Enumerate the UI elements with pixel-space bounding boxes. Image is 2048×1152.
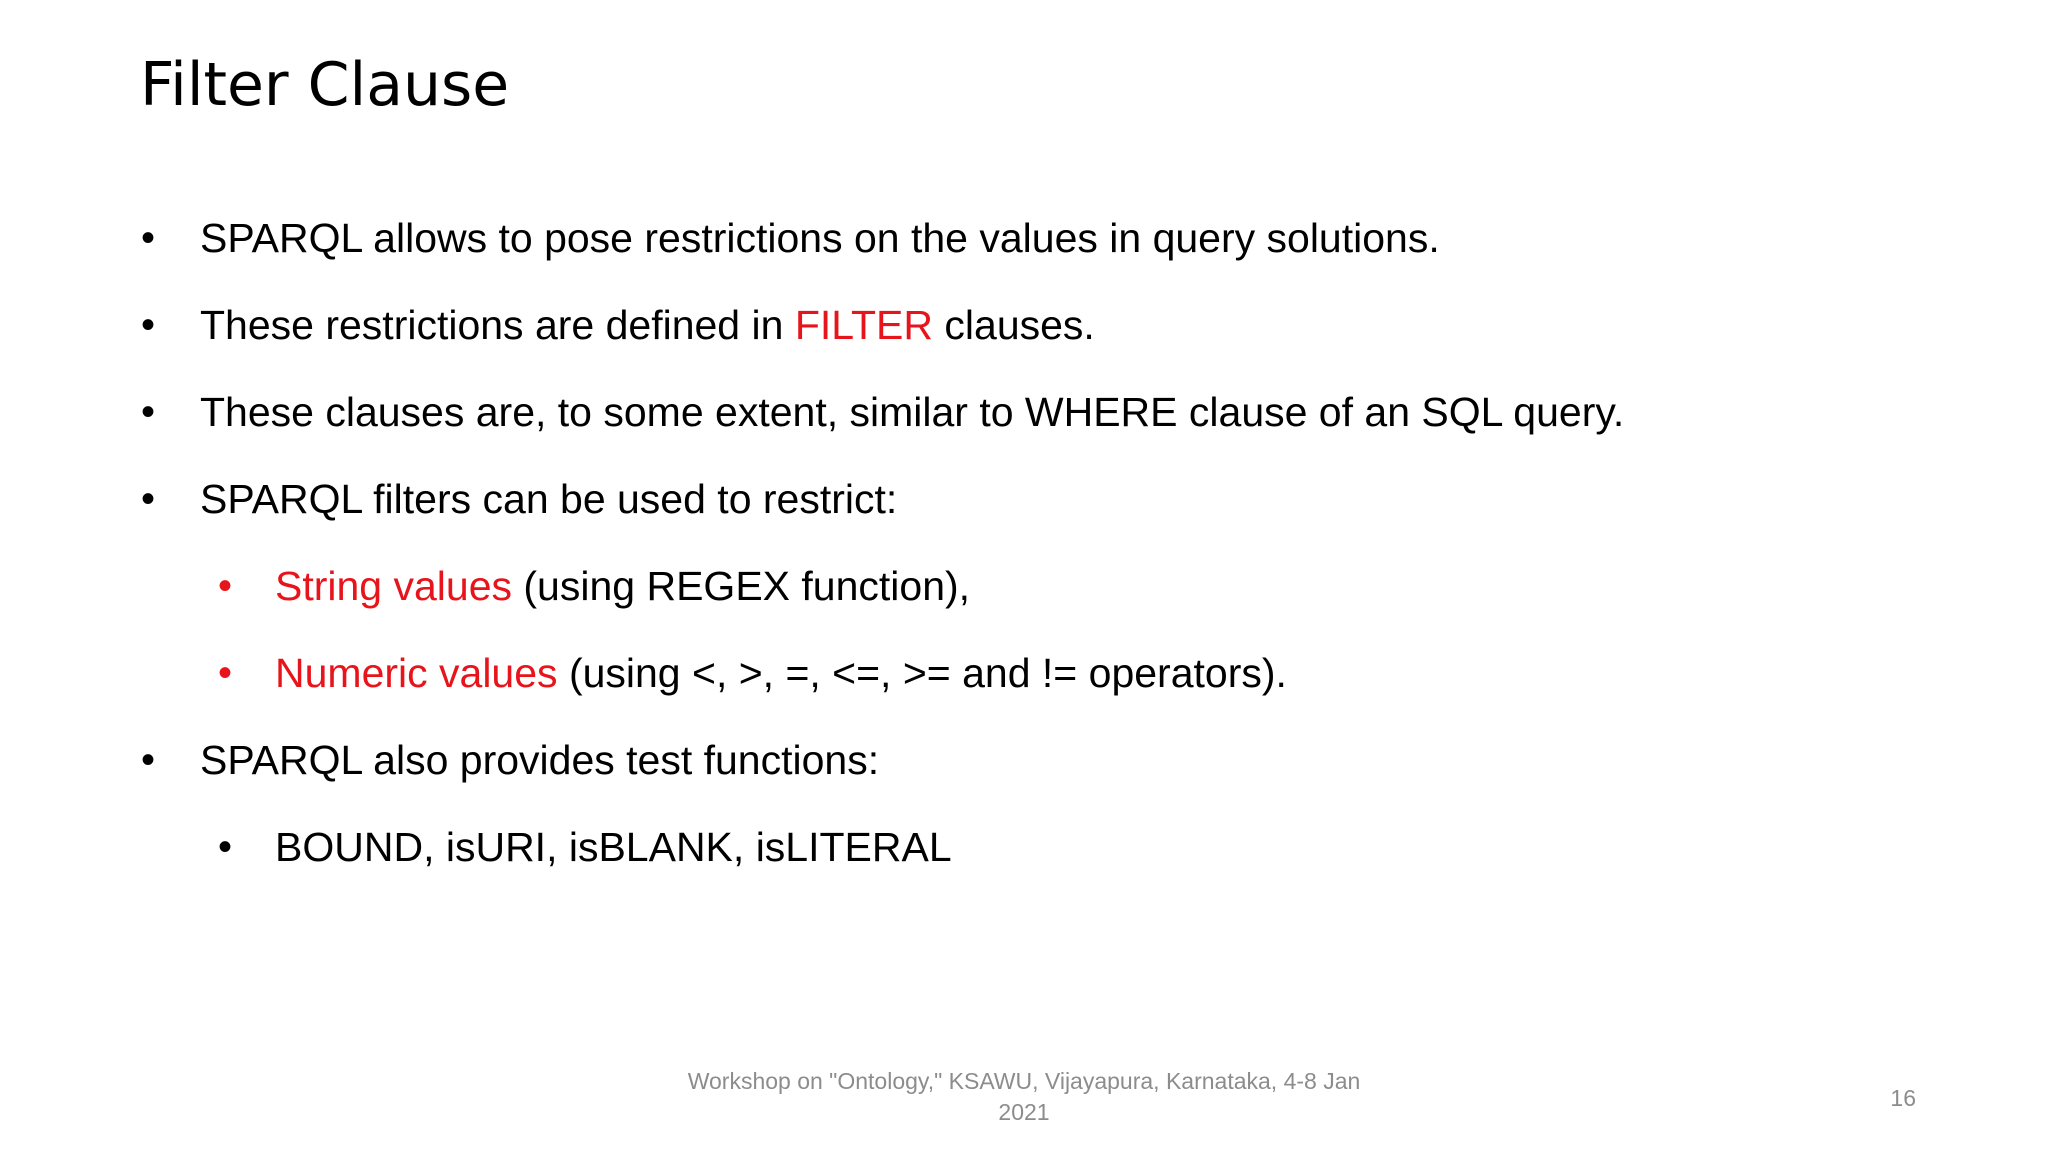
slide-title: Filter Clause: [140, 50, 510, 120]
bullet-item: [141, 208, 1440, 268]
string-values-label: String values: [275, 562, 513, 609]
bullet-dot-icon: •: [141, 215, 156, 260]
bullet-dot-icon: •: [141, 302, 156, 347]
bullet-item: [141, 469, 897, 529]
bullet-text: These clauses are, to some extent, similar to WHERE clause of an SQL query.: [200, 388, 1625, 435]
bullet-dot-icon: •: [141, 737, 156, 782]
bullet-dot-icon: •: [218, 563, 233, 608]
bullet-text: SPARQL filters can be used to restrict:: [200, 475, 898, 522]
bullet-dot-icon: •: [218, 650, 233, 695]
bullet-text: SPARQL allows to pose restrictions on the values in query solutions.: [200, 214, 1440, 261]
bullet-text: BOUND, isURI, isBLANK, isLITERAL: [275, 823, 952, 870]
sub-bullet-item: [218, 556, 970, 616]
bullet-item: [141, 295, 1095, 355]
bullet-dot-icon: •: [218, 824, 233, 869]
bullet-item: [141, 730, 879, 790]
page-number: 16: [1890, 1085, 1916, 1111]
sub-bullet-item: [218, 817, 952, 877]
numeric-values-label: Numeric values: [275, 649, 558, 696]
bullet-text: These restrictions are defined in: [200, 301, 795, 348]
sub-bullet-item: [218, 643, 1287, 703]
bullet-item: [141, 382, 1624, 442]
bullet-text-suffix: (using REGEX function),: [512, 562, 971, 609]
slide-footer: Workshop on "Ontology," KSAWU, Vijayapura, Karnataka, 4-8 Jan 2021: [687, 1068, 1361, 1125]
bullet-text-suffix: (using <, >, =, <=, >= and != operators).: [557, 649, 1287, 696]
bullet-text-suffix: clauses.: [933, 301, 1095, 348]
bullet-dot-icon: •: [141, 476, 156, 521]
bullet-dot-icon: •: [141, 389, 156, 434]
bullet-text: SPARQL also provides test functions:: [200, 736, 880, 783]
filter-keyword: FILTER: [794, 301, 934, 348]
